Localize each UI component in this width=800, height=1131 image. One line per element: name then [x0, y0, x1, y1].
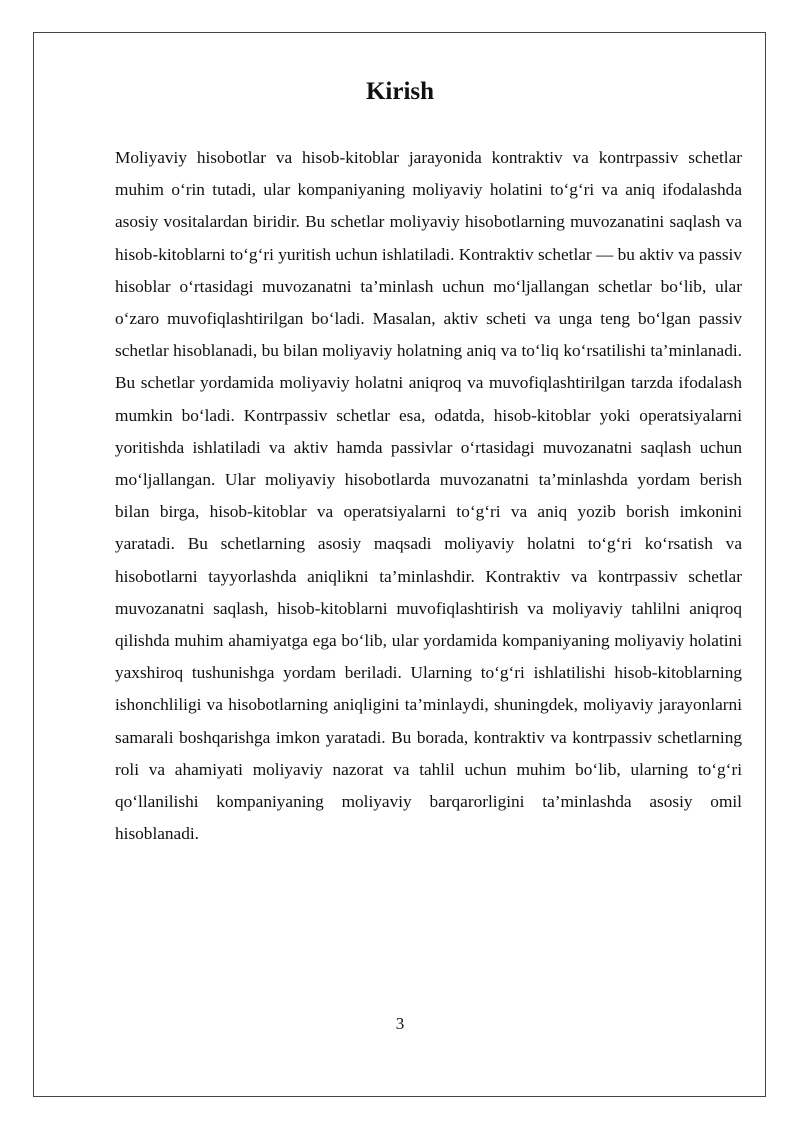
page-number: 3 — [395, 1014, 405, 1033]
body-paragraph: Moliyaviy hisobotlar va hisob-kitoblar jarayonida kontraktiv va kontrpassiv schetlar muhim o‘rin tutadi, ular kompaniyaning moliyaviy holatini to‘g‘ri va aniq ifodalashda asosiy vositalardan biridir. Bu schetlar moliyaviy hisobotlarning muvozanatini saqlash va hisob-kitoblarni to‘g‘ri yuritish uchun ishlatiladi. Kontraktiv schetlar — bu aktiv va passiv hisoblar o‘rtasidagi muvozanatni ta’minlash uchun mo‘ljallangan schetlar bo‘lib, ular o‘zaro muvofiqlashtirilgan bo‘ladi. Masalan, aktiv scheti va unga teng bo‘lgan passiv schetlar hisoblanadi, bu bilan moliyaviy holatning aniq va to‘liq ko‘rsatilishi ta’minlanadi. Bu schetlar yordamida moliyaviy holatni aniqroq va muvofiqlashtirilgan tarzda ifodalash mumkin bo‘ladi. Kontrpassiv schetlar esa, odatda, hisob-kitoblar yoki operatsiyalarni yoritishda ishlatiladi va aktiv hamda passivlar o‘rtasidagi muvozanatni saqlash uchun mo‘ljallangan. Ular moliyaviy hisobotlarda muvozanatni ta’minlashda yordam berish bilan birga, hisob-kitoblar va operatsiyalarni to‘g‘ri va aniq yozib borish imkonini yaratadi. Bu schetlarning asosiy maqsadi moliyaviy holatni to‘g‘ri ko‘rsatish va hisobotlarni tayyorlashda aniqlikni ta’minlashdir. Kontraktiv va kontrpassiv schetlar muvozanatni saqlash, hisob-kitoblarni muvofiqlashtirish va moliyaviy tahlilni aniqroq qilishda muhim ahamiyatga ega bo‘lib, ular yordamida kompaniyaning moliyaviy holatini yaxshiroq tushunishga yordam beriladi. Ularning to‘g‘ri ishlatilishi hisob-kitoblarning ishonchliligi va hisobotlarning aniqligini ta’minlaydi, shuningdek, moliyaviy jarayonlarni samarali boshqarishga imkon yaratadi. Bu borada, kontraktiv va kontrpassiv schetlarning roli va ahamiyati moliyaviy nazorat va tahlil uchun muhim bo‘lib, ularning to‘g‘ri qo‘llanilishi kompaniyaning moliyaviy barqarorligini ta’minlashda asosiy omil hisoblanadi. — [115, 148, 742, 844]
page-title: Kirish — [365, 78, 435, 105]
